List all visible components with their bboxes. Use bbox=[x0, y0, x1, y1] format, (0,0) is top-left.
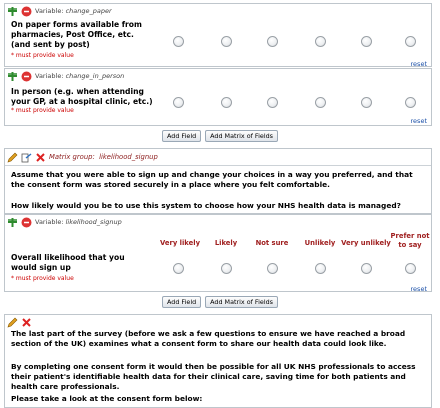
edit-icon[interactable] bbox=[7, 152, 18, 163]
descriptive-paragraph-2: By completing one consent form it would then be possible for all UK NHS professionals to access their patient's identifiable health data for their clinical care, saving time for both patients and health care professionals. bbox=[11, 362, 416, 391]
field-change-paper bbox=[4, 3, 432, 67]
radio-option-1[interactable] bbox=[173, 97, 184, 108]
radio-unlikely[interactable] bbox=[315, 263, 326, 274]
variable-label: Variable: change_paper bbox=[35, 7, 112, 15]
radio-option-3[interactable] bbox=[267, 36, 278, 47]
move-icon[interactable] bbox=[7, 6, 18, 17]
radio-very-unlikely[interactable] bbox=[361, 263, 372, 274]
radio-not-sure[interactable] bbox=[267, 263, 278, 274]
descriptive-header bbox=[5, 315, 431, 329]
radio-likely[interactable] bbox=[221, 263, 232, 274]
matrix-question: How likely would you be to use this system to choose how your NHS health data is managed? bbox=[11, 201, 401, 210]
copy-icon[interactable] bbox=[21, 152, 32, 163]
column-header-unlikely: Unlikely bbox=[304, 239, 336, 247]
matrix-header bbox=[5, 149, 431, 165]
column-header-likely: Likely bbox=[214, 239, 238, 247]
delete-icon[interactable] bbox=[21, 317, 32, 328]
delete-icon[interactable] bbox=[21, 6, 32, 17]
question-text: Overall likelihood that you would sign up bbox=[11, 253, 125, 272]
required-note: * must provide value bbox=[11, 52, 74, 59]
divider bbox=[5, 165, 431, 166]
column-header-not-sure: Not sure bbox=[255, 239, 289, 247]
radio-option-2[interactable] bbox=[221, 36, 232, 47]
descriptive-paragraph-3: Please take a look at the consent form below: bbox=[11, 394, 203, 403]
required-note: * must provide value bbox=[11, 107, 74, 114]
radio-option-5[interactable] bbox=[361, 97, 372, 108]
add-matrix-button[interactable]: Add Matrix of Fields bbox=[205, 130, 278, 142]
field-header bbox=[5, 4, 431, 18]
matrix-group-block bbox=[4, 148, 432, 214]
radio-option-5[interactable] bbox=[361, 36, 372, 47]
question-text: On paper forms available from pharmacies, Post Office, etc. (and sent by post) bbox=[11, 20, 142, 49]
radio-option-2[interactable] bbox=[221, 97, 232, 108]
delete-icon[interactable] bbox=[21, 217, 32, 228]
delete-icon[interactable] bbox=[35, 152, 46, 163]
add-matrix-button[interactable]: Add Matrix of Fields bbox=[205, 296, 278, 308]
radio-prefer-not-to-say[interactable] bbox=[405, 263, 416, 274]
reset-link[interactable]: reset bbox=[410, 60, 427, 68]
delete-icon[interactable] bbox=[21, 71, 32, 82]
move-icon[interactable] bbox=[7, 217, 18, 228]
variable-label: Variable: likelihood_signup bbox=[35, 218, 122, 226]
radio-option-6[interactable] bbox=[405, 36, 416, 47]
radio-option-6[interactable] bbox=[405, 97, 416, 108]
add-buttons-row bbox=[0, 130, 440, 142]
reset-link[interactable]: reset bbox=[410, 117, 427, 125]
field-likelihood-signup bbox=[4, 214, 432, 292]
add-field-button[interactable]: Add Field bbox=[162, 130, 201, 142]
column-header-very-unlikely: Very unlikely bbox=[341, 239, 391, 247]
field-change-in-person bbox=[4, 68, 432, 126]
reset-link[interactable]: reset bbox=[410, 285, 427, 293]
descriptive-paragraph-1: The last part of the survey (before we ask a few questions to ensure we have reached a broad section of the UK) examines what a consent form to share our health data could look like. bbox=[11, 329, 406, 348]
radio-very-likely[interactable] bbox=[173, 263, 184, 274]
move-icon[interactable] bbox=[7, 71, 18, 82]
field-header bbox=[5, 69, 431, 83]
add-field-button[interactable]: Add Field bbox=[162, 296, 201, 308]
add-buttons-row bbox=[0, 296, 440, 308]
field-header bbox=[5, 215, 431, 229]
descriptive-text-block bbox=[4, 314, 432, 408]
edit-icon[interactable] bbox=[7, 317, 18, 328]
column-header-prefer-not-to-say: Prefer not to say bbox=[390, 232, 430, 249]
matrix-intro: Assume that you were able to sign up and change your choices in a way you preferred, and that the consent form was stored securely in a place where you felt comfortable. bbox=[11, 170, 413, 189]
radio-option-4[interactable] bbox=[315, 36, 326, 47]
required-note: * must provide value bbox=[11, 275, 74, 282]
column-header-very-likely: Very likely bbox=[159, 239, 200, 247]
question-text: In person (e.g. when attending your GP, at a hospital clinic, etc.) bbox=[11, 87, 153, 106]
radio-option-4[interactable] bbox=[315, 97, 326, 108]
radio-option-3[interactable] bbox=[267, 97, 278, 108]
variable-label: Variable: change_in_person bbox=[35, 72, 125, 80]
radio-option-1[interactable] bbox=[173, 36, 184, 47]
matrix-group-label: Matrix group: likelihood_signup bbox=[49, 153, 158, 161]
